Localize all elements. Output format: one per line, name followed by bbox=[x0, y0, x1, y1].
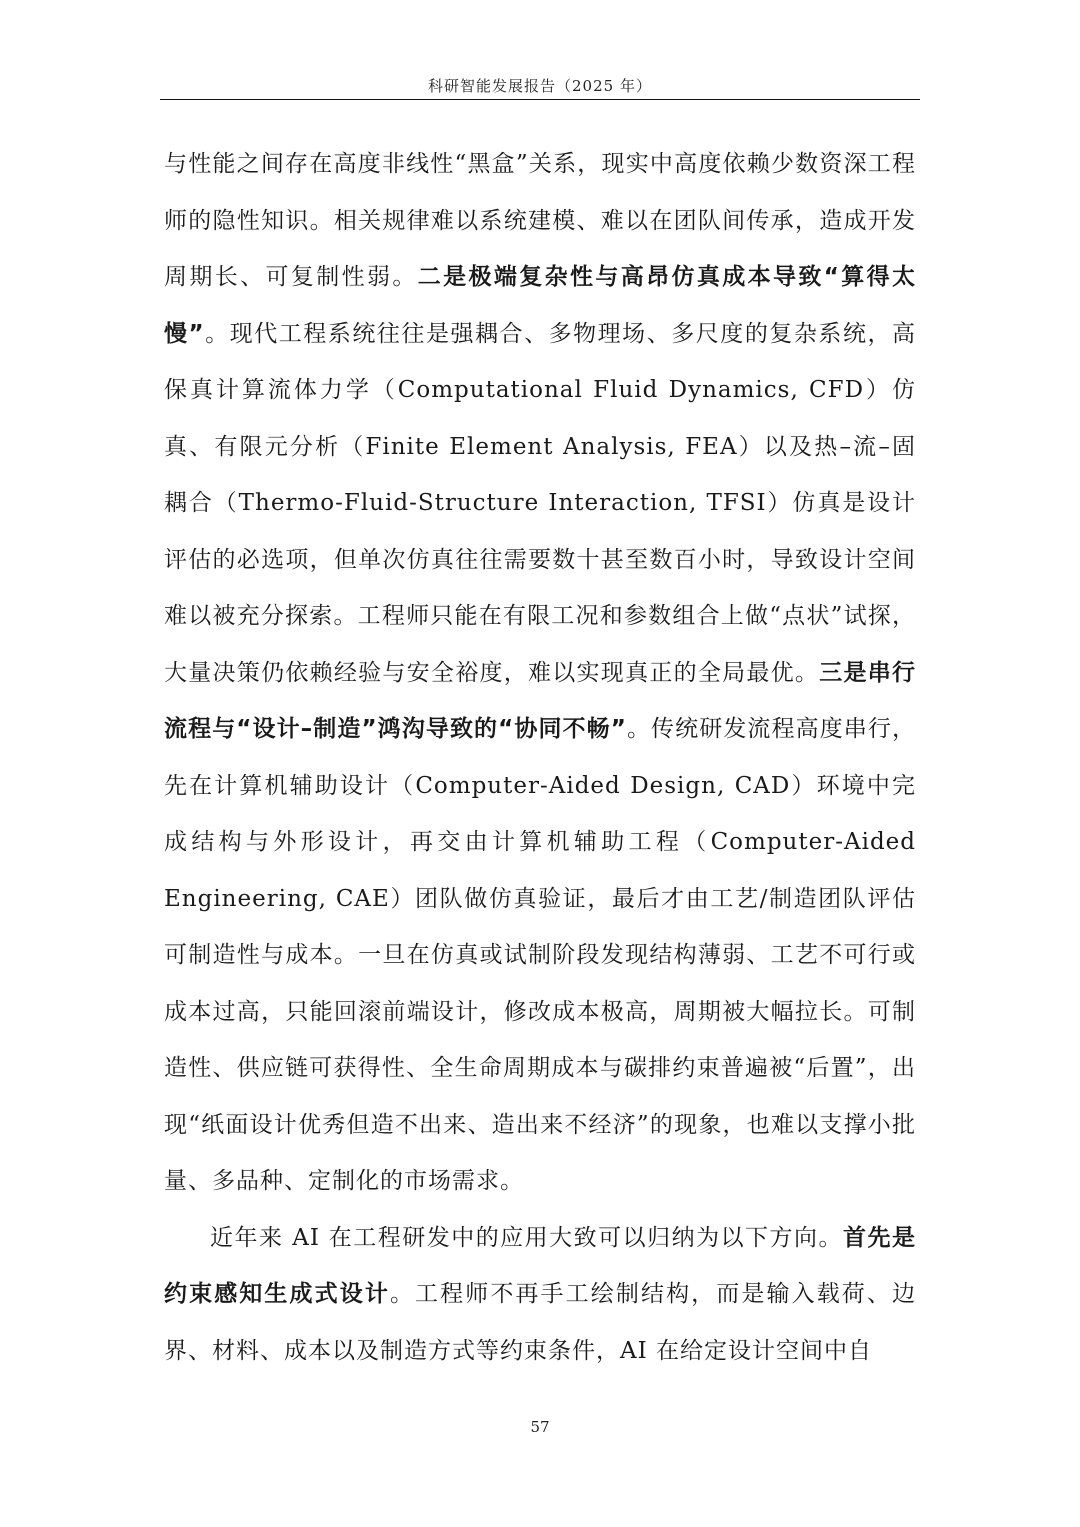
paragraph-1-text-1: 与性能之间存在高度非线性“黑盒”关系，现实中高度依赖少数资深工程师的隐性知识。相关规律难以系统建模、难以在团队间传承，造成开发周期长、可复制性弱。 bbox=[164, 151, 916, 290]
paragraph-1-bold-point-3: 三是串行流程与“设计–制造”鸿沟导致的“协同不畅” bbox=[164, 659, 917, 742]
paragraph-2-bold-first: 首先是约束感知生成式设计 bbox=[164, 1224, 916, 1307]
paragraph-1-bold-point-2: 二是极端复杂性与高昂仿真成本导致“算得太慢” bbox=[164, 264, 916, 347]
header-divider bbox=[160, 99, 920, 100]
body-text bbox=[164, 136, 916, 1379]
page-number: 57 bbox=[530, 1418, 550, 1436]
paragraph-1 bbox=[164, 136, 916, 1210]
paragraph-2 bbox=[164, 1210, 916, 1380]
paragraph-1-text-2: 。现代工程系统往往是强耦合、多物理场、多尺度的复杂系统，高保真计算流体力学（Computational Fluid Dynamics, CFD）仿真、有限元分析（Finite Element Analysis, FEA）以及热–流–固耦合（Thermo-Fluid-Structure Interaction, TFSI）仿真是设计评估的必选项，但单次仿真往往需要数十甚至数百小时，导致设计空间难以被充分探索。工程师只能在有限工况和参数组合上做“点状”试探，大量决策仍依赖经验与安全裕度，难以实现真正的全局最优。 bbox=[164, 320, 917, 686]
paragraph-2-text-2: 。工程师不再手工绘制结构，而是输入载荷、边界、材料、成本以及制造方式等约束条件，AI 在给定设计空间中自 bbox=[164, 1281, 917, 1364]
running-header: 科研智能发展报告（2025 年） bbox=[428, 77, 652, 95]
paragraph-2-text-1: 近年来 AI 在工程研发中的应用大致可以归纳为以下方向。 bbox=[210, 1224, 844, 1251]
paragraph-1-text-3: 。传统研发流程高度串行，先在计算机辅助设计（Computer-Aided Design, CAD）环境中完成结构与外形设计，再交由计算机辅助工程（Computer-Aided Engineering, CAE）团队做仿真验证，最后才由工艺/制造团队评估可制造性与成本。一旦在仿真或试制阶段发现结构薄弱、工艺不可行或成本过高，只能回滚前端设计，修改成本极高，周期被大幅拉长。可制造性、供应链可获得性、全生命周期成本与碳排约束普遍被“后置”，出现“纸面设计优秀但造不出来、造出来不经济”的现象，也难以支撑小批量、多品种、定制化的市场需求。 bbox=[164, 716, 916, 1194]
